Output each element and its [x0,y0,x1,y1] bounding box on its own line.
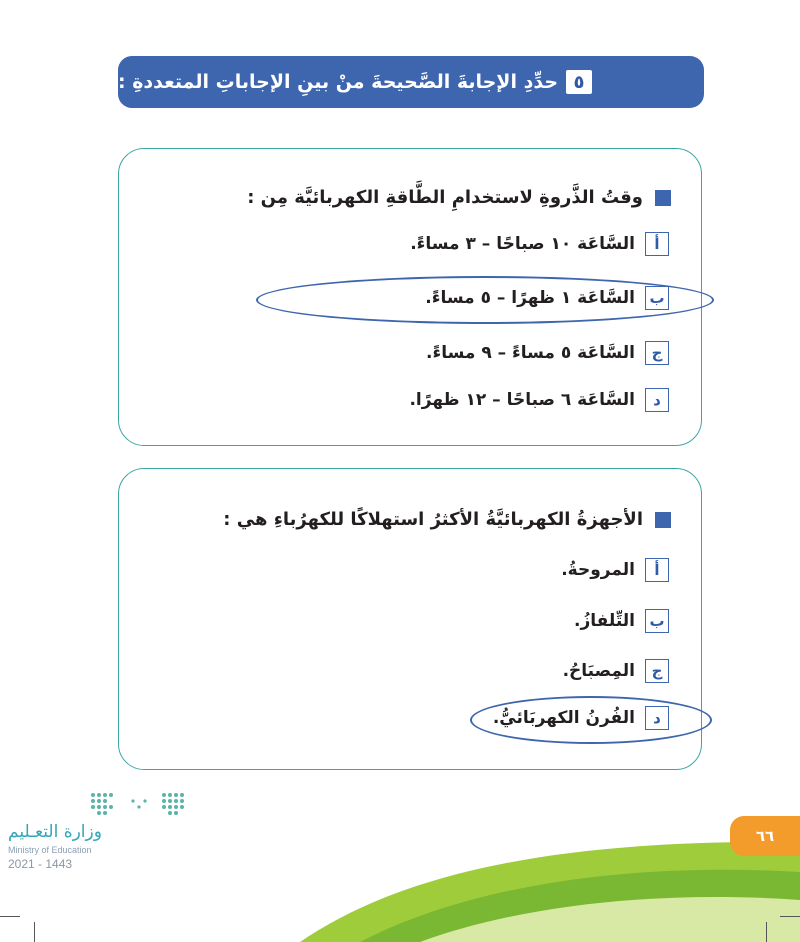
option-text: السَّاعَة ١٠ صباحًا – ٣ مساءً. [410,234,635,254]
option-letter: أ [645,232,669,256]
crop-mark [780,916,800,917]
option-letter: أ [645,558,669,582]
option-letter: د [645,706,669,730]
stem-text: الأجهزةُ الكهربائيَّةُ الأكثرُ استهلاكًا للكهرُباءِ هي : [223,509,643,530]
logo-dots-icon [88,790,198,830]
option-text: السَّاعَة ٥ مساءً – ٩ مساءً. [426,343,635,363]
option-text: السَّاعَة ٦ صباحًا – ١٢ ظهرًا. [409,390,635,410]
crop-mark [766,922,767,942]
option-text: السَّاعَة ١ ظهرًا – ٥ مساءً. [425,288,635,308]
option-letter: ب [645,286,669,310]
option-letter: ج [645,341,669,365]
exercise-number: ٥ [566,70,592,94]
ministry-name-ar: وزارة التعـليم [8,822,102,842]
instruction-text: حدِّدِ الإجابةَ الصَّحيحةَ منْ بينِ الإجاباتِ المتعددةِ : [118,71,559,93]
option-text: التِّلفازُ. [574,611,635,631]
ministry-logo [8,770,218,890]
crop-mark [34,922,35,942]
crop-mark [0,916,20,917]
ministry-name-en: Ministry of Education [8,845,92,855]
ministry-year: 2021 - 1443 [8,857,73,871]
option-text: الفُرنُ الكهربَائيُّ. [492,708,635,728]
option-letter: ج [645,659,669,683]
page-number-tab [730,816,800,856]
option-letter: د [645,388,669,412]
option-letter: ب [645,609,669,633]
option-text: المروحةُ. [561,560,635,580]
page-number: ٦٦ [755,827,775,845]
stem-text: وقتُ الذَّروةِ لاستخدامِ الطَّاقةِ الكهربائيَّة مِن : [247,187,643,208]
option-text: المِصبَاحُ. [562,661,635,681]
